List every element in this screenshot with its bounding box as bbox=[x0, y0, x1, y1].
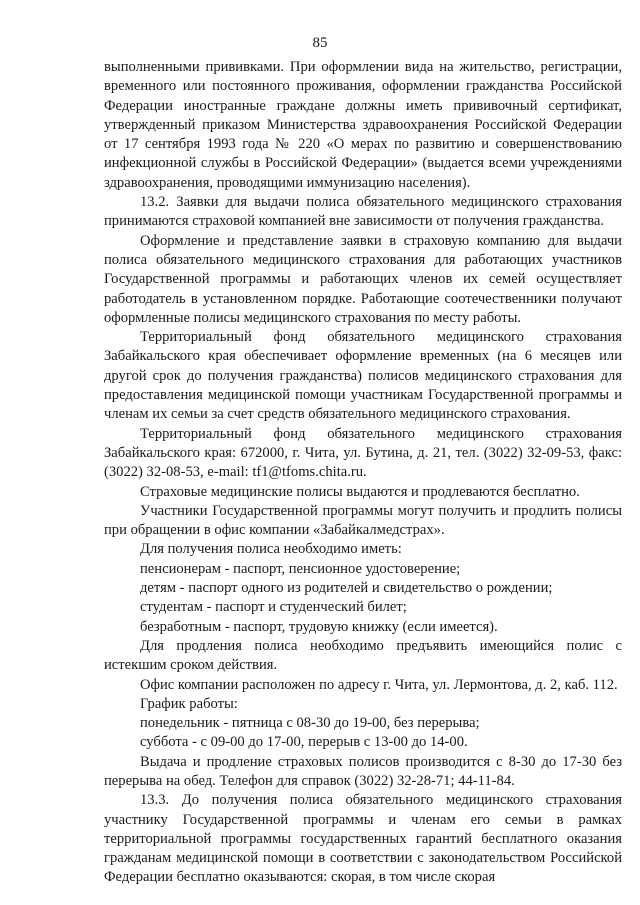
document-body bbox=[104, 58, 622, 888]
paragraph: выполненными прививками. При оформлении вида на жительство, регистрации, временного или постоянного проживания, оформлении гражданства Российской Федерации иностранные граждане должны иметь прививочный сертификат, утвержденный приказом Министерства здравоохранения Российской Федерации от 17 сентября 1993 года № 220 «О мерах по развитию и совершенствованию инфекционной службы в Российской Федерации» (выдается всеми учреждениями здравоохранения, проводящими иммунизацию населения). bbox=[104, 59, 622, 191]
paragraph: суббота - с 09-00 до 17-00, перерыв с 13-00 до 14-00. bbox=[140, 734, 468, 751]
paragraph: детям - паспорт одного из родителей и свидетельство о рождении; bbox=[140, 580, 553, 597]
paragraph: Участники Государственной программы могут получить и продлить полисы при обращении в офис компании «Забайкалмедстрах». bbox=[104, 502, 622, 539]
paragraph: График работы: bbox=[140, 695, 238, 712]
paragraph: Территориальный фонд обязательного медицинского страхования Забайкальского края: 672000, г. Чита, ул. Бутина, д. 21, тел. (3022) 32-09-53, факс: (3022) 32-08-53, e-mail: tf1@tfoms.chita.ru. bbox=[104, 425, 622, 481]
page-number: 85 bbox=[312, 35, 328, 51]
paragraph: студентам - паспорт и студенческий билет; bbox=[140, 599, 407, 616]
paragraph: Страховые медицинские полисы выдаются и продлеваются бесплатно. bbox=[140, 483, 580, 500]
paragraph: Для продления полиса необходимо предъявить имеющийся полис с истекшим сроком действия. bbox=[104, 637, 622, 674]
paragraph: Для получения полиса необходимо иметь: bbox=[140, 541, 402, 558]
paragraph: Территориальный фонд обязательного медицинского страхования Забайкальского края обеспечивает оформление временных (на 6 месяцев или другой срок до получения гражданства) полисов медицинского страхования для предоставления медицинской помощи участникам Государственной программы и членам их семьи за счет средств обязательного медицинского страхования. bbox=[104, 329, 622, 423]
paragraph: Оформление и представление заявки в страховую компанию для выдачи полиса обязательного медицинского страхования для работающих участников Государственной программы и работающих членов их семей осуществляет работодатель в установленном порядке. Работающие соотечественники получают оформленные полисы медицинского страхования по месту работы. bbox=[104, 232, 622, 326]
paragraph: 13.3. До получения полиса обязательного медицинского страхования участнику Государственной программы и членам его семьи в рамках территориальной программы государственных гарантий бесплатного оказания гражданам медицинской помощи в соответствии с законодательством Российской Федерации бесплатно оказываются: скорая, в том числе скорая bbox=[104, 792, 622, 886]
paragraph: Выдача и продление страховых полисов производится с 8-30 до 17-30 без перерыва на обед. Телефон для справок (3022) 32-28-71; 44-11-84. bbox=[104, 753, 622, 789]
paragraph: 13.2. Заявки для выдачи полиса обязательного медицинского страхования принимаются страховой компанией вне зависимости от получения гражданства. bbox=[104, 194, 622, 230]
paragraph: пенсионерам - паспорт, пенсионное удостоверение; bbox=[140, 560, 461, 577]
paragraph: безработным - паспорт, трудовую книжку (если имеется). bbox=[140, 618, 498, 635]
paragraph: понедельник - пятница с 08-30 до 19-00, без перерыва; bbox=[140, 715, 480, 732]
paragraph: Офис компании расположен по адресу г. Чита, ул. Лермонтова, д. 2, каб. 112. bbox=[140, 676, 618, 693]
